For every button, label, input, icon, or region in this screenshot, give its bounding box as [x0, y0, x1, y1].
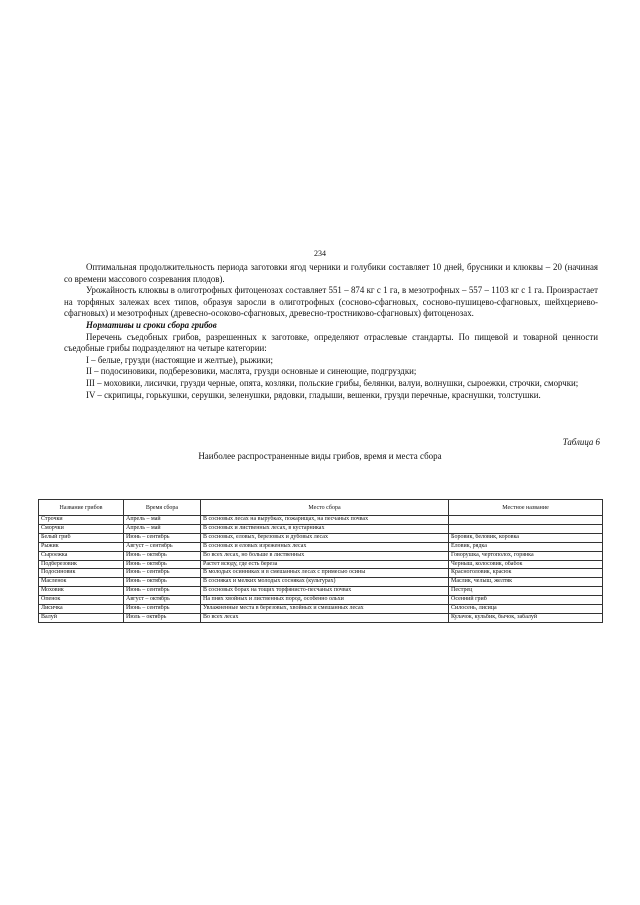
table-cell: В сосновых и лиственных лесах, в кустарниках [201, 524, 449, 533]
table-cell: Июнь – октябрь [124, 578, 201, 587]
table-row [39, 605, 603, 614]
table-cell: Растет всюду, где есть береза [201, 560, 449, 569]
table-row [39, 613, 603, 622]
table-cell: Пестрец [449, 587, 603, 596]
table-cell: Подосиновик [39, 569, 124, 578]
table-row [39, 533, 603, 542]
table-cell: Во всех лесах, но больше в лиственных [201, 551, 449, 560]
table-cell: Сыроежка [39, 551, 124, 560]
table-cell: Валуй [39, 613, 124, 622]
table-cell: Боровик, беловик, коровка [449, 533, 603, 542]
table-cell: Июнь – сентябрь [124, 569, 201, 578]
table-cell: Опенок [39, 596, 124, 605]
table-cell: Строчки [39, 516, 124, 525]
table-cell: Подберезовик [39, 560, 124, 569]
table-cell: Лисичка [39, 605, 124, 614]
table-cell: В сосновых борах на тощих торфянисто-песчаных почвах [201, 587, 449, 596]
table-cell: В сосновых, еловых, березовых и дубовых лесах [201, 533, 449, 542]
header-cell: Местное название [449, 500, 603, 516]
paragraph: Перечень съедобных грибов, разрешенных к заготовке, определяют отраслевые стандарты. По пищевой и товарной ценности съедобные грибы подразделяют на четыре категории: [64, 331, 598, 354]
header-cell: Название грибов [39, 500, 124, 516]
table-cell: Во всех лесах [201, 613, 449, 622]
table-cell: Масленок [39, 578, 124, 587]
paragraph: II – подосиновики, подберезовики, маслята, грузди основные и синеющие, подгруздки; [86, 366, 417, 377]
table-row [39, 524, 603, 533]
table-cell: Июнь – сентябрь [124, 605, 201, 614]
table-row [39, 551, 603, 560]
table-cell: Рыжик [39, 542, 124, 551]
table-header-row [39, 500, 603, 516]
table-row [39, 560, 603, 569]
table-cell: Черныш, колосовик, обабок [449, 560, 603, 569]
table-cell: Апрель – май [124, 524, 201, 533]
table-cell: Сморчки [39, 524, 124, 533]
page-number: 234 [314, 249, 326, 258]
table-cell: Маслик, челыш, желтяк [449, 578, 603, 587]
table-cell: Июль – октябрь [124, 613, 201, 622]
document-body [64, 262, 598, 401]
paragraph: IV – скрипицы, горькушки, серушки, зеленушки, рядовки, гладыши, вешенки, грузди перечные, краснушки, толстушки. [86, 389, 541, 400]
table-cell: На пнях хвойных и лиственных пород, особенно ольхи [201, 596, 449, 605]
table-cell: Август – октябрь [124, 596, 201, 605]
table-cell: Август – сентябрь [124, 542, 201, 551]
table-cell: Апрель – май [124, 516, 201, 525]
table-cell: Осенний гриб [449, 596, 603, 605]
table-cell: Июнь – сентябрь [124, 587, 201, 596]
table-cell: Моховик [39, 587, 124, 596]
header-cell: Место сбора [201, 500, 449, 516]
table-cell: Июнь – сентябрь [124, 533, 201, 542]
table-label: Таблица 6 [562, 437, 600, 447]
table-cell: Кулачок, кульбик, бычок, забалуй [449, 613, 603, 622]
table-cell: Июнь – октябрь [124, 560, 201, 569]
table-row [39, 578, 603, 587]
table-cell: Увлажненные места в березовых, хвойных и смешанных лесах [201, 605, 449, 614]
table-cell [449, 516, 603, 525]
paragraph: III – моховики, лисички, грузди черные, опята, козляки, польские грибы, белянки, валуи, волнушки, сыроежки, строчки, сморчки; [86, 377, 579, 388]
table-cell: Июнь – октябрь [124, 551, 201, 560]
table-cell [449, 524, 603, 533]
table-cell: В сосновых и еловых изреженных лесах [201, 542, 449, 551]
mushroom-table [38, 499, 603, 623]
paragraph: I – белые, грузди (настоящие и желтые), рыжики; [86, 354, 273, 365]
paragraph: Урожайность клюквы в олиготрофных фитоценозах составляет 551 – 874 кг с 1 га, в мезотрофных – 557 – 1103 кг с 1 га. Произрастает на торфяных залежах всех типов, образуя заросли в олиготрофных (сосново-сфагновых, сосново-пушицево-сфагновых, шейхцериево-сфагновых) и мезотрофных (древесно-осоково-сфагновых, древесно-тростниково-сфагновых) фитоценозах. [64, 285, 598, 319]
table-cell: Белый гриб [39, 533, 124, 542]
paragraph: Оптимальная продолжительность периода заготовки ягод черники и голубики составляет 10 дней, брусники и клюквы – 20 (начиная со времени массового созревания плодов). [64, 262, 598, 284]
table-cell: Красноголовик, красюк [449, 569, 603, 578]
table-cell: Еловик, рядка [449, 542, 603, 551]
table-row [39, 516, 603, 525]
table-cell: Силосень, лисица [449, 605, 603, 614]
table-row [39, 596, 603, 605]
table-cell: В молодых осинниках и в смешанных лесах с примесью осины [201, 569, 449, 578]
table-cell: Говорушка, чертополох, горянка [449, 551, 603, 560]
table-cell: В сосняках и мелких молодых сосняках (культурах) [201, 578, 449, 587]
header-cell: Время сбора [124, 500, 201, 516]
table-row [39, 587, 603, 596]
table-row [39, 542, 603, 551]
table-cell: В сосновых лесах на вырубках, пожарищах, на песчаных почвах [201, 516, 449, 525]
section-title: Нормативы и сроки сбора грибов [86, 319, 217, 330]
table-title: Наиболее распространенные виды грибов, время и места сбора [198, 451, 442, 461]
table-row [39, 569, 603, 578]
